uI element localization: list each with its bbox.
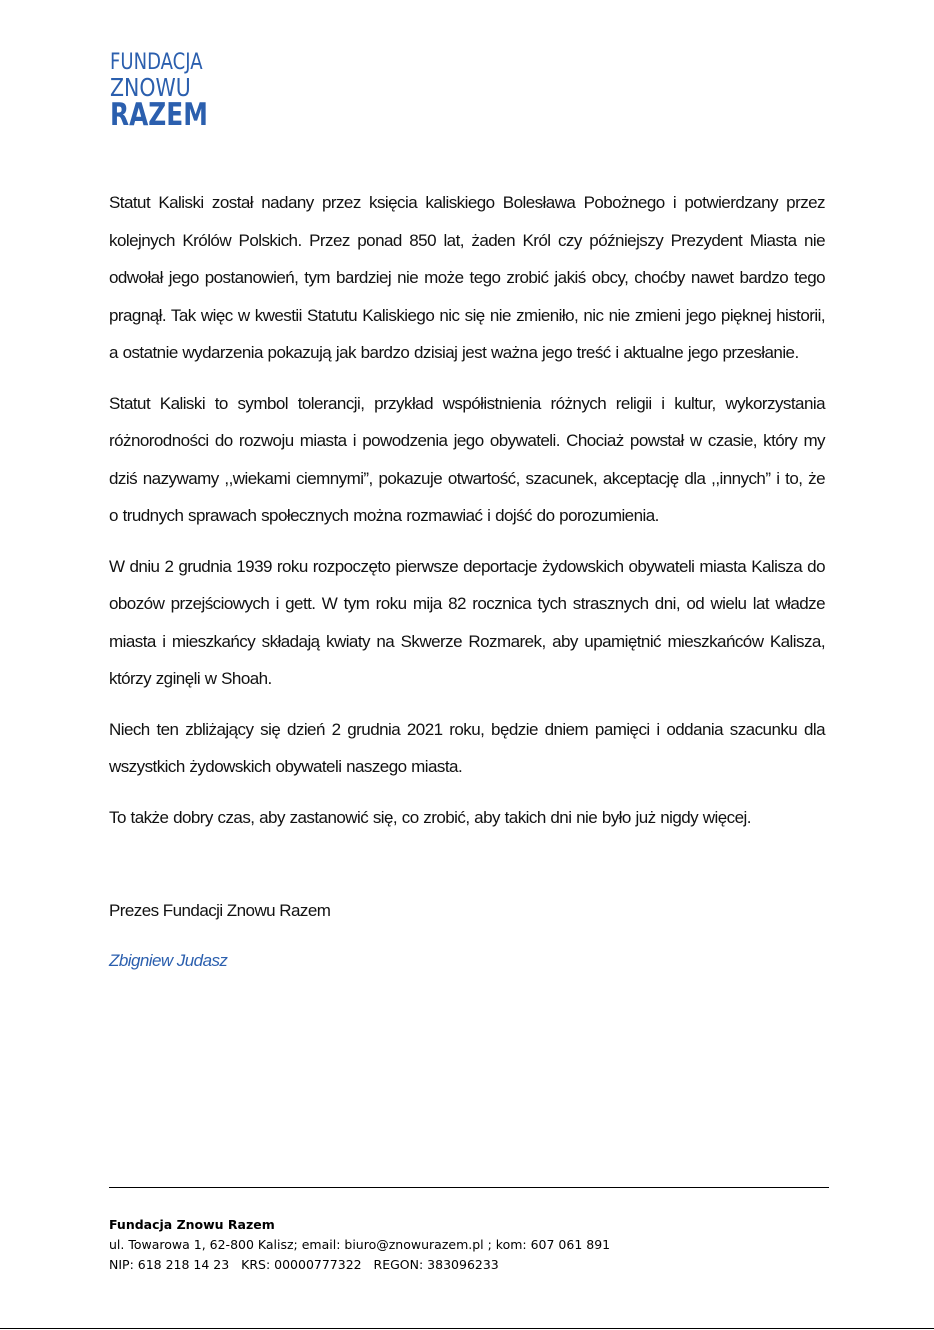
- foundation-logo: [110, 52, 210, 131]
- signer-role: Prezes Fundacji Znowu Razem: [109, 901, 331, 920]
- paragraph-1: Statut Kaliski został nadany przez księcia kaliskiego Bolesława Pobożnego i potwierdzany przez kolejnych Królów Polskich. Przez ponad 850 lat, żaden Król czy późniejszy Prezydent Miasta nie odwołał jego postanowień, tym bardziej nie może tego zrobić jakiś obcy, choćby nawet bardzo tego pragnął. Tak więc w kwestii Statutu Kaliskiego nic się nie zmieniło, nic nie zmieni jego pięknej historii, a ostatnie wydarzenia pokazują jak bardzo dzisiaj jest ważna jego treść i aktualne jego przesłanie.: [109, 193, 825, 362]
- footer-registration-ids: NIP: 618 218 14 23 KRS: 00000777322 REGON: 383096233: [109, 1257, 499, 1272]
- footer: [109, 1215, 610, 1275]
- paragraph-2: Statut Kaliski to symbol tolerancji, przykład współistnienia różnych religii i kultur, wykorzystania różnorodności do rozwoju miasta i powodzenia jego obywateli. Chociaż powstał w czasie, który my dziś nazywamy ,,wiekami ciemnymi”, pokazuje otwartość, szacunek, akceptację dla ,,innych” i to, że o trudnych sprawach społecznych można rozmawiać i dojść do porozumienia.: [109, 393, 825, 525]
- footer-divider: [109, 1187, 829, 1188]
- paragraph-5: To także dobry czas, aby zastanowić się, co zrobić, aby takich dni nie było już nigdy więcej.: [109, 807, 751, 827]
- logo-text-line3: RAZEM: [110, 97, 208, 133]
- footer-org-name: Fundacja Znowu Razem: [109, 1217, 275, 1232]
- page-bottom-divider: [0, 1328, 934, 1329]
- logo-text-line1: FUNDACJA: [110, 50, 203, 75]
- logo-text-line2: ZNOWU: [110, 73, 191, 102]
- footer-address: ul. Towarowa 1, 62-800 Kalisz; email: biuro@znowurazem.pl ; kom: 607 061 891: [109, 1237, 611, 1252]
- signature-block: [109, 896, 330, 976]
- letter-body: [109, 184, 825, 849]
- signer-name: Zbigniew Judasz: [109, 951, 228, 970]
- paragraph-3: W dniu 2 grudnia 1939 roku rozpoczęto pierwsze deportacje żydowskich obywateli miasta Kalisza do obozów przejściowych i gett. W tym roku mija 82 rocznica tych strasznych dni, od wielu lat władze miasta i mieszkańcy składają kwiaty na Skwerze Rozmarek, aby upamiętnić mieszkańców Kalisza, którzy zginęli w Shoah.: [109, 556, 825, 688]
- paragraph-4: Niech ten zbliżający się dzień 2 grudnia 2021 roku, będzie dniem pamięci i oddania szacunku dla wszystkich żydowskich obywateli naszego miasta.: [109, 719, 825, 776]
